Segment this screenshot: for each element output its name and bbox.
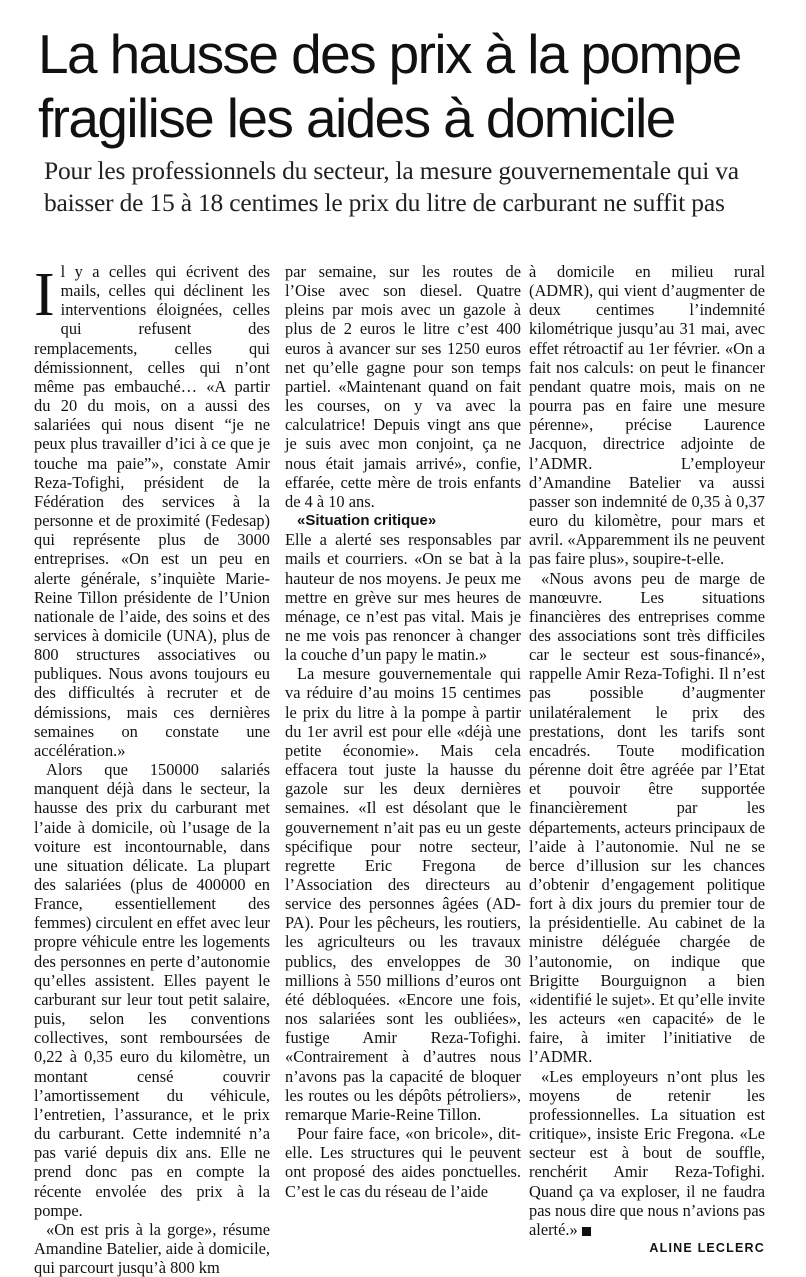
subheadline: Pour les professionnels du secteur, la mesure gouvernementale qui va baisser de 15 à 18 centimes le prix du litre de carburant ne suffit pas — [44, 156, 739, 217]
paragraph: à domicile en milieu rural (ADMR), qui vient d’augmenter de deux centimes l’indemnité kilométrique jusqu’au 31 mai, avec effet rétroactif au 1er février. «On a fait nos calculs: on peut le financer pendant quatre mois, mais on ne pourra pas en faire une mesure pérenne», précise Laurence Jacquon, directrice adjointe de l’ADMR. L’employeur d’Amandine Batelier va aussi passer son indemnité de 0,35 à 0,37 euro du kilomètre, pour mars et avril. «Apparemment ils ne peuvent pas faire plus», soupire-t-elle. — [529, 262, 765, 569]
section-subheading: «Situation critique» — [297, 512, 437, 530]
author-byline: ALINE LECLERC — [649, 1240, 765, 1255]
paragraph: «On est pris à la gorge», résume Amandine Batelier, aide à domicile, qui parcourt jusqu’à 800 km — [34, 1219, 271, 1277]
paragraph: par semaine, sur les routes de l’Oise avec son diesel. Quatre pleins par mois avec un gazole à plus de 2 euros le litre c’est 400 euros à avancer sur ses 1250 euros net qu’elle gagne pour son temps partiel. «Maintenant quand on fait les courses, on y va avec la calculatrice! Depuis vingt ans que je suis avec mon conjoint, ça ne nous était jamais arrivé», confie, effarée, cette mère de trois enfants de 4 à 10 ans. — [285, 262, 521, 511]
article-column-2 — [285, 262, 521, 1201]
paragraph: La mesure gouvernementale qui va réduire d’au moins 15 centimes le prix du litre à la pompe à partir du 1er avril est pour elle «déjà une petite économie». Mais cela effacera tout juste la hausse du gazole sur les deux dernières semaines. «Il est désolant que le gouvernement n’ait pas eu un geste spécifique pour notre secteur, regrette Eric Fregona de l’Association des directeurs au service des personnes âgées (AD-PA). Pour les pêcheurs, les routiers, les agriculteurs ou les travaux publics, des enveloppes de 30 millions à 550 millions d’euros ont été débloquées. «Encore une fois, nos salariées sont les oubliées», fustige Amir Reza-Tofighi. «Contrairement à d’autres nous n’avons pas la capacité de bloquer les routes ou les dépôts pétroliers», remarque Marie-Reine Tillon. — [285, 664, 521, 1124]
paragraph-text: «Les employeurs n’ont plus les moyens de retenir les professionnelles. La situation est critique», insiste Eric Fregona. «Le secteur est à bout de souffle, renchérit Amir Reza-Tofighi. Quand ça va exploser, il ne faudra pas nous dire que nous n’avions pas alerté.» — [529, 1066, 765, 1239]
article-column-3 — [529, 262, 765, 1258]
paragraph: «Nous avons peu de marge de manœuvre. Les situations financières des entreprises comme des associations sont très difficiles car le secteur est sous-financé», rappelle Amir Reza-Tofighi. Il n’est pas possible d’augmenter unilatéralement le prix des prestations, dont les tarifs sont encadrés. Toute modification pérenne doit être agréée par l’Etat et pouvoir être supportée financièrement par les départements, acteurs principaux de l’aide à l’autonomie. Nul ne se berce d’illusion sur les chances d’obtenir d’engagement politique fort à dix jours du premier tour de la présidentielle. Au cabinet de la ministre déléguée chargée de l’autonomie, on indique que Brigitte Bourguignon a bien «identifié le sujet». Et qu’elle invite les acteurs «en capacité» de le faire, à imiter l’initiative de l’ADMR. — [529, 568, 765, 1067]
article-column-1 — [34, 262, 270, 1277]
drop-cap: I — [34, 261, 55, 329]
end-mark-icon — [582, 1227, 591, 1236]
paragraph: Elle a alerté ses responsables par mails et courriers. «On se bat à la hauteur de nos moyens. Je peux me mettre en grève sur mes heures de ménage, ce n’est pas vital. Mais je ne me vois pas renoncer à changer la couche d’un papy le matin.» — [285, 530, 521, 665]
paragraph: Alors que 150000 salariés manquent déjà dans le secteur, la hausse des prix du carburant met l’aide à domicile, où l’usage de la voiture est incontournable, dans une situation délicate. La plupart des salariées (plus de 400000 en France, essentiellement des femmes) circulent en effet avec leur propre véhicule entre les logements des personnes en perte d’autonomie qu’elles assistent. Elles payent le carburant sur leur tout petit salaire, puis, selon les conventions collectives, sont remboursées de 0,22 à 0,35 euro du kilomètre, un montant censé couvrir l’amortissement du véhicule, l’entretien, l’assurance, et le prix du carburant. Cette indemnité n’a pas varié depuis dix ans. Elle ne prend donc pas en compte la récente envolée des prix à la pompe. — [34, 760, 270, 1220]
paragraph: l y a celles qui écrivent des mails, celles qui déclinent les interventions éloignées, celles qui refusent des remplacements, celles qui démissionnent, celles qui n’ont même pas embauché… «A partir du 20 du mois, on a aussi des salariées qui nous disent “je ne peux plus travailler d’ici à ce que je touche ma paie”», constate Amir Reza-Tofighi, président de la Fédération des services à la personne et de proximité (Fedesap) qui représente plus de 3000 entreprises. «On est un peu en alerte générale, s’inquiète Marie-Reine Tillon présidente de l’Union nationale de l’aide, des soins et des services à domicile (UNA), plus de 800 structures associatives ou publiques. Nous avons toujours eu des difficultés à recruter et de démissions, mais ces dernières semaines on constate une accélération.» — [34, 262, 270, 760]
paragraph — [529, 1067, 765, 1239]
paragraph: Pour faire face, «on bricole», dit-elle. Les structures qui le peuvent ont proposé des aides ponctuelles. C’est le cas du réseau de l’aide — [285, 1124, 521, 1201]
headline: La hausse des prix à la pompe fragilise les aides à domicile — [38, 23, 741, 149]
